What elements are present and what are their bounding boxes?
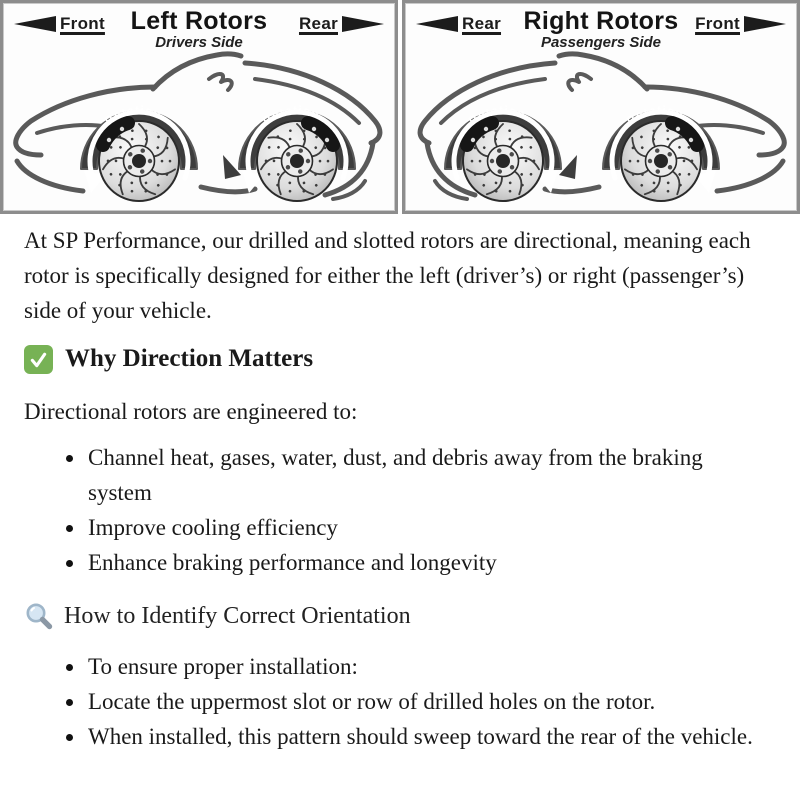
left-side-car-illustration [3, 3, 395, 211]
identify-orientation-heading [24, 599, 770, 633]
list-item: • Enhance braking performance and longevity [86, 545, 770, 580]
rotation-label: Rotation [260, 104, 322, 128]
rotor-direction-diagram [0, 0, 800, 214]
list-item: • Channel heat, gases, water, dust, and debris away from the braking system [86, 440, 770, 510]
orientation-steps-list [24, 649, 770, 754]
heading-text: How to Identify Correct Orientation [64, 603, 411, 629]
list-item: • Improve cooling efficiency [86, 510, 770, 545]
engineered-lead: Directional rotors are engineered to: [24, 399, 358, 424]
panel-title: Right Rotors [523, 7, 679, 35]
rear-label: Rear [298, 14, 338, 33]
left-rotors-panel [0, 0, 398, 214]
list-item: • When installed, this pattern should sweep toward the rear of the vehicle. [86, 719, 770, 754]
list-item: • Locate the uppermost slot or row of drilled holes on the rotor. [86, 684, 770, 719]
intro-paragraph: At SP Performance, our drilled and slotted rotors are directional, meaning each rotor is specifically designed for either the left (driver’s) or right (passenger’s) side of your vehicle. [24, 228, 751, 323]
article-body [0, 223, 800, 754]
front-label: Front [60, 14, 105, 33]
rotation-label: Rotation [624, 104, 686, 128]
rotation-label: Rotation [466, 104, 528, 128]
right-side-car-illustration [405, 3, 797, 211]
panel-subtitle: Passengers Side [540, 34, 662, 52]
benefits-list [24, 440, 770, 580]
panel-subtitle: Drivers Side [155, 34, 243, 52]
check-mark-icon [24, 345, 53, 374]
why-direction-matters-heading [24, 342, 770, 376]
heading-text: Why Direction Matters [65, 345, 314, 372]
magnifying-glass-icon [24, 601, 54, 631]
rotation-label: Rotation [102, 104, 164, 128]
right-rotors-panel [402, 0, 800, 214]
panel-title: Left Rotors [130, 7, 268, 35]
rear-label: Rear [462, 14, 502, 33]
list-item: • To ensure proper installation: [86, 649, 770, 684]
front-label: Front [695, 14, 740, 33]
